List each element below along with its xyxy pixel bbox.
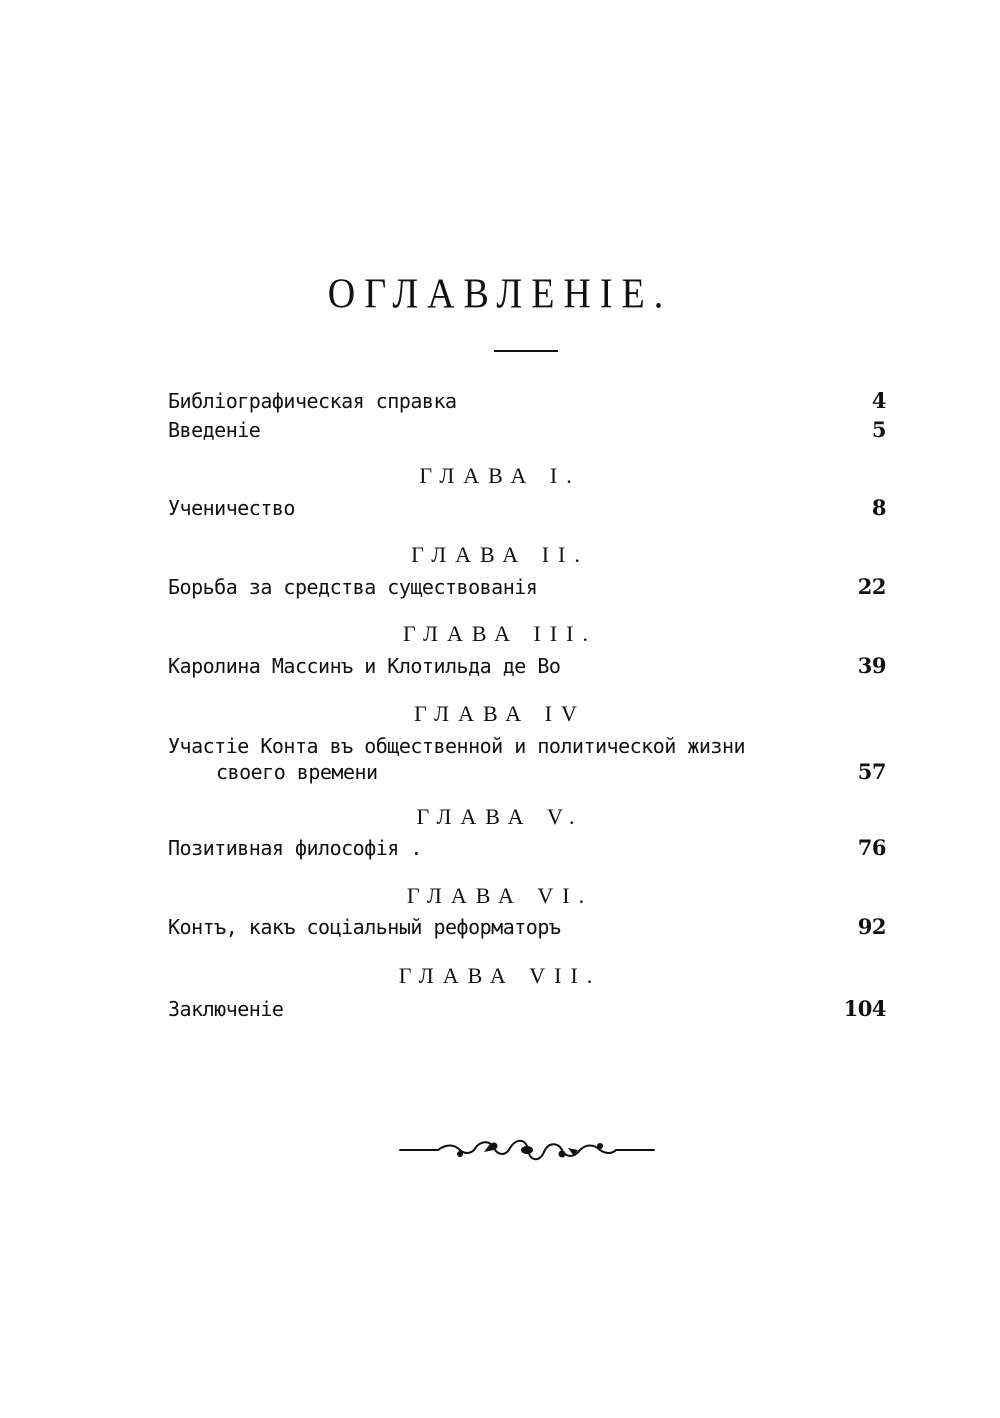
toc-entry-label: Позитивная философія . [168, 836, 422, 860]
toc-entry [168, 996, 886, 1022]
toc-entry [168, 574, 886, 600]
toc-entry [168, 653, 886, 679]
toc-entry [168, 495, 886, 521]
chapter-heading: ГЛАВА IV [414, 701, 586, 726]
toc-entry-page: 8 [871, 495, 886, 520]
toc-entry [168, 914, 886, 940]
toc-entry-label: Введеніе [168, 418, 261, 442]
toc-entry [168, 417, 886, 443]
toc-entry-label: Библіографическая справка [168, 389, 457, 413]
toc-entry-label-continued: своего времени [216, 760, 378, 784]
toc-entry-page: 22 [857, 574, 886, 599]
floral-ornament-icon [398, 1130, 656, 1170]
toc-entry-label: Борьба за средства существованія [168, 575, 538, 599]
toc-entry-label: Участіе Конта въ общественной и политической жизни [168, 734, 746, 758]
toc-entry-page: 76 [857, 835, 886, 860]
chapter-heading: ГЛАВА I. [419, 463, 581, 488]
chapter-heading: ГЛАВА V. [416, 804, 584, 829]
chapter-heading: ГЛАВА VII. [398, 963, 602, 988]
toc-entry [168, 835, 886, 861]
chapter-heading: ГЛАВА III. [402, 621, 598, 646]
page-title: ОГЛАВЛЕНІЕ. [327, 270, 673, 318]
toc-entry-label: Контъ, какъ соціальный реформаторъ [168, 915, 561, 939]
toc-entry-page: 39 [857, 653, 886, 678]
toc-entry-page: 4 [871, 388, 886, 413]
chapter-heading: ГЛАВА VI. [406, 883, 594, 908]
toc-entry [168, 388, 886, 414]
toc-entry-page: 92 [857, 914, 886, 939]
toc-entry [168, 733, 886, 785]
toc-entry-page: 5 [871, 417, 886, 442]
chapter-heading: ГЛАВА II. [411, 542, 589, 567]
toc-entry-page: 104 [843, 996, 886, 1021]
toc-entry-label: Ученичество [168, 496, 295, 520]
toc-entry-label: Заключеніе [168, 997, 284, 1021]
toc-entry-page: 57 [857, 759, 886, 784]
toc-entry-label: Каролина Массинъ и Клотильда де Во [168, 654, 561, 678]
